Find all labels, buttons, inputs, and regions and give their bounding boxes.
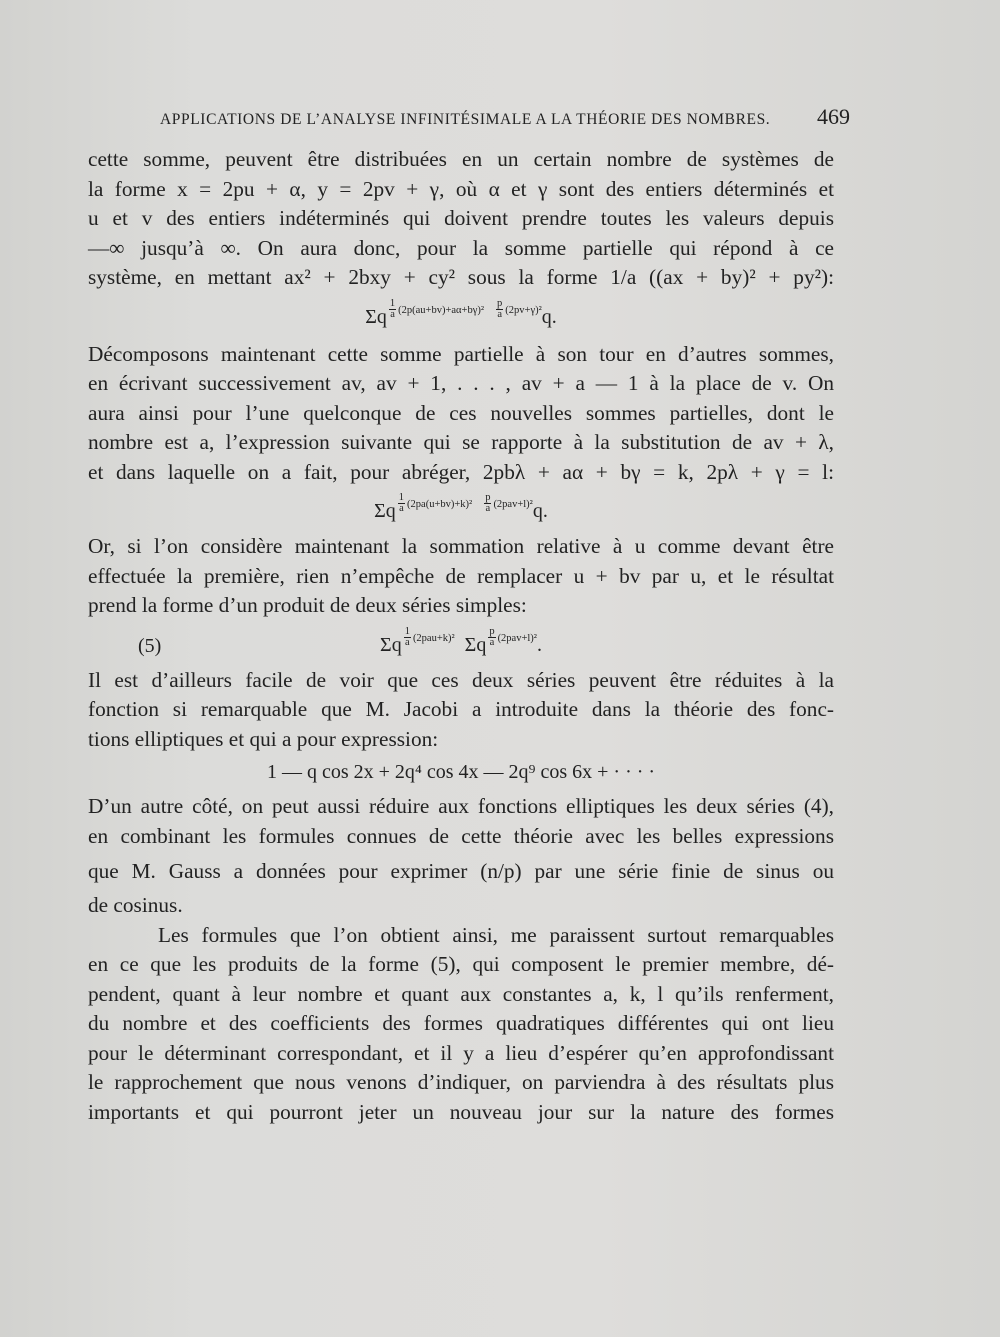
eq1-left-sum: Σq bbox=[365, 305, 387, 328]
text-line: aura ainsi pour l’une quelconque de ces nouvelles sommes partielles, dont le bbox=[88, 400, 834, 425]
paragraph-1 bbox=[88, 145, 834, 293]
text-line: tions elliptiques et qui a pour expression: bbox=[88, 726, 439, 751]
text-line: que M. Gauss a données pour exprimer (n/p) par une série finie de sinus ou bbox=[88, 859, 834, 883]
text-line: le rapprochement que nous venons d’indiquer, on parviendra à des résultats plus bbox=[88, 1070, 834, 1094]
paragraph-4 bbox=[88, 666, 834, 755]
text-line: et dans laquelle on a fait, pour abréger, 2pbλ + aα + bγ = k, 2pλ + γ = l: bbox=[88, 459, 834, 484]
eq2-right-base: q bbox=[532, 500, 543, 522]
text-line: Il est d’ailleurs facile de voir que ces deux séries peuvent être réduites à la bbox=[88, 667, 834, 692]
eq3-right-frac-num: p bbox=[489, 625, 495, 637]
equation-theta: 1 — q cos 2x + 2q⁴ cos 4x — 2q⁹ cos 6x + · · · · bbox=[266, 761, 656, 783]
text-line: la forme x = 2pu + α, y = 2pv + γ, où α et γ sont des entiers déterminés et bbox=[88, 176, 834, 201]
text-body bbox=[88, 145, 834, 1127]
text-line: Les formules que l’on obtient ainsi, me paraissent surtout remarquables bbox=[158, 922, 834, 947]
eq2-left-frac-num: 1 bbox=[398, 492, 405, 503]
eq1-right-base: q bbox=[541, 305, 552, 328]
text-line: cette somme, peuvent être distribuées en un certain nombre de systèmes de bbox=[88, 147, 834, 171]
eq3-right-exponent: (2pav+l)² bbox=[497, 632, 537, 644]
text-line: nombre est a, l’expression suivante qui se rapporte à la substitution de av + λ, bbox=[88, 430, 834, 454]
equation-1: Σq $\frac{1}{a}$ $^{(2p(au+bv)+a\alpha+b\gamma)^2}$ $\frac{p}{a}$ $^{(2pv+\gamma)^2}$q. bbox=[365, 297, 557, 328]
eq3-left-exponent: (2pau+k)² bbox=[412, 632, 455, 644]
paragraph-5 bbox=[88, 792, 834, 921]
equation-5: (5) Σq $\frac{1}{a}$ $^{(2pau+k)^2}$ Σq $\frac{p}{a}$ $^{(2pav+l)^2}$. bbox=[138, 625, 542, 657]
equation-number: (5) bbox=[138, 634, 162, 657]
eq1-right-frac-num: p bbox=[497, 297, 503, 309]
eq2-right-exponent: (2pav+l)² bbox=[493, 499, 533, 510]
text-line: de cosinus. bbox=[88, 893, 183, 917]
eq2-left-frac-den: a bbox=[399, 503, 404, 514]
text-line: —∞ jusqu’à ∞. On aura donc, pour la somme partielle qui répond à ce bbox=[88, 235, 834, 260]
eq2-right-frac-num: p bbox=[485, 492, 491, 503]
text-line: importants et qui pourront jeter un nouveau jour sur la nature des formes bbox=[88, 1099, 834, 1124]
eq3-left-frac-num: 1 bbox=[404, 625, 410, 637]
eq2-left-exponent: (2pa(u+bv)+k)² bbox=[407, 499, 473, 510]
eq2-left-sum: Σq bbox=[374, 500, 396, 522]
text-line: fonction si remarquable que M. Jacobi a introduite dans la théorie des fonc- bbox=[88, 697, 834, 721]
equation-2: Σq $\frac{1}{a}$ $^{(2pa(u+bv)+k)^2}$ $\frac{p}{a}$ $^{(2pav+l)^2}$q. bbox=[374, 492, 548, 522]
eq1-left-exponent: (2p(au+bv)+aα+bγ)² bbox=[398, 304, 485, 316]
eq3-right-frac-den: a bbox=[489, 636, 495, 648]
running-header bbox=[160, 104, 850, 130]
text-line: système, en mettant ax² + 2bxy + cy² sous la forme 1/a ((ax + by)² + py²): bbox=[88, 265, 834, 289]
eq3-left-frac-den: a bbox=[404, 636, 410, 648]
eq2-right-frac-den: a bbox=[485, 503, 491, 514]
eq1-right-frac-den: a bbox=[497, 308, 502, 320]
text-line: u et v des entiers indéterminés qui doivent prendre toutes les valeurs depuis bbox=[88, 206, 834, 230]
text-line: du nombre et des coefficients des formes quadratiques différentes qui ont lieu bbox=[88, 1011, 834, 1035]
text-line: effectuée la première, rien n’empêche de remplacer u + bv par u, et le résultat bbox=[88, 563, 834, 588]
eq3-left-sum: Σq bbox=[380, 633, 402, 656]
paragraph-6 bbox=[88, 921, 834, 1128]
text-line: Or, si l’on considère maintenant la sommation relative à u comme devant être bbox=[88, 534, 834, 558]
eq1-left-frac-den: a bbox=[390, 308, 395, 320]
eq1-right-exponent: (2pv+γ)² bbox=[505, 304, 542, 316]
text-line: pour le déterminant correspondant, et il y a lieu d’espérer qu’en approfondissant bbox=[88, 1040, 834, 1065]
eq1-left-frac-num: 1 bbox=[389, 297, 396, 309]
text-line: en combinant les formules connues de cette théorie avec les belles expressions bbox=[88, 823, 834, 848]
running-title: APPLICATIONS DE L’ANALYSE INFINITÉSIMALE A LA THÉORIE DES NOMBRES. bbox=[160, 111, 771, 128]
text-line: en ce que les produits de la forme (5), qui composent le premier membre, dé- bbox=[88, 952, 834, 976]
text-line: prend la forme d’un produit de deux séries simples: bbox=[88, 593, 527, 617]
text-line: en écrivant successivement av, av + 1, . . . , av + a — 1 à la place de v. On bbox=[88, 371, 834, 395]
paragraph-2 bbox=[88, 340, 834, 488]
paragraph-3 bbox=[88, 532, 834, 621]
text-line: Décomposons maintenant cette somme partielle à son tour en d’autres sommes, bbox=[88, 341, 834, 366]
page-number: 469 bbox=[817, 104, 850, 129]
eq3-right-sum: Σq bbox=[464, 633, 487, 656]
text-line: pendent, quant à leur nombre et quant aux constantes a, k, l qu’ils renferment, bbox=[88, 981, 834, 1006]
text-line: D’un autre côté, on peut aussi réduire aux fonctions elliptiques les deux séries (4), bbox=[88, 794, 834, 818]
